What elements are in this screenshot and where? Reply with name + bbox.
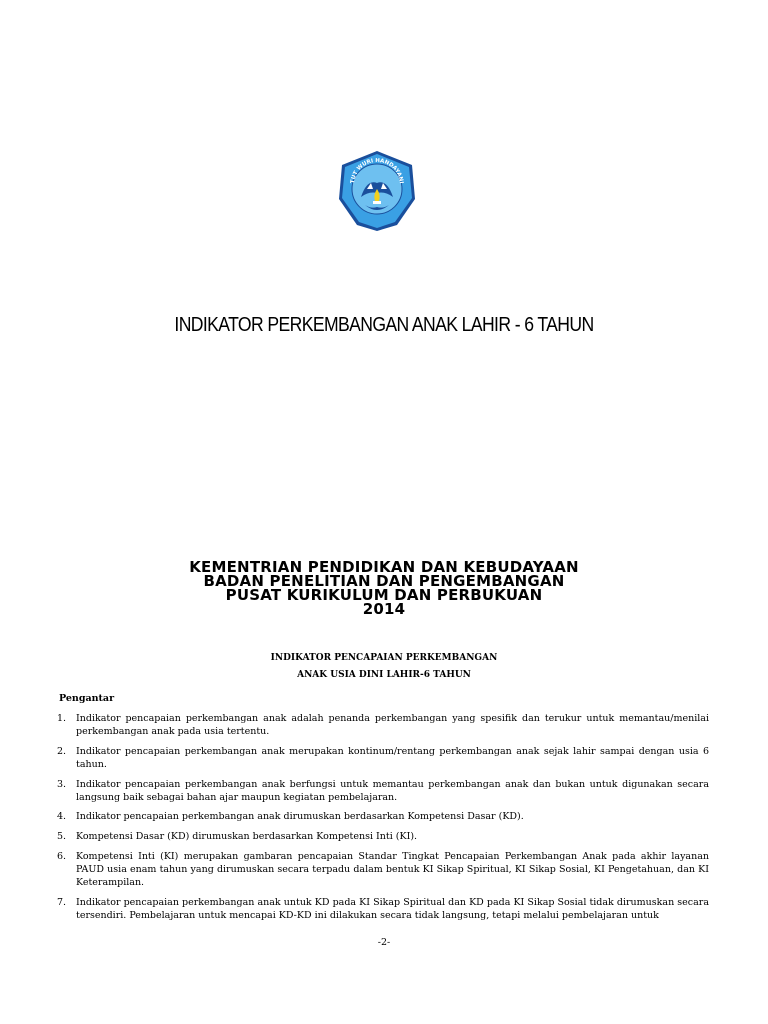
list-item	[57, 712, 709, 738]
list-item-text: Kompetensi Inti (KI) merupakan gambaran pencapaian Standar Tingkat Pencapaian Perkembangan Anak pada akhir layanan PAUD usia enam tahun yang dirumuskan secara terpadu dalam bentuk KI Sikap Spiritual, KI Sikap Sosial, KI Pengetahuan, dan KI Keterampilan.	[76, 850, 709, 888]
list-item-text: Indikator pencapaian perkembangan anak adalah penanda perkembangan yang spesifik dan terukur untuk memantau/menilai perkembangan anak pada usia tertentu.	[76, 713, 709, 737]
list-item-text: Indikator pencapaian perkembangan anak berfungsi untuk memantau perkembangan anak dan bukan untuk digunakan secara langsung baik sebagai bahan ajar maupun kegiatan pembelajaran.	[76, 778, 709, 803]
publisher-center: PUSAT KURIKULUM DAN PERBUKUAN	[225, 586, 543, 604]
publisher-year: 2014	[362, 600, 406, 618]
logo-motto: TUT WURI HANDAYANI	[350, 157, 404, 184]
list-item-text: Indikator pencapaian perkembangan anak dirumuskan berdasarkan Kompetensi Dasar (KD).	[76, 811, 524, 823]
publisher-agency: BADAN PENELITIAN DAN PENGEMBANGAN	[203, 572, 565, 590]
list-item	[57, 778, 709, 804]
introduction-list	[57, 712, 709, 929]
list-item-number: 6.	[57, 850, 67, 862]
section-title-line2: ANAK USIA DINI LAHIR-6 TAHUN	[297, 670, 471, 680]
list-item-number: 5.	[57, 831, 67, 843]
document-title: INDIKATOR PERKEMBANGAN ANAK LAHIR - 6 TAHUN	[174, 314, 594, 336]
list-item-number: 7.	[57, 896, 67, 908]
list-item-text: Indikator pencapaian perkembangan anak merupakan kontinum/rentang perkembangan anak sejak lahir sampai dengan usia 6 tahun.	[76, 745, 709, 770]
section-title	[0, 650, 768, 684]
tut-wuri-handayani-logo	[337, 149, 417, 233]
publisher-block	[0, 560, 768, 616]
list-item-text: Kompetensi Dasar (KD) dirumuskan berdasarkan Kompetensi Inti (KI).	[76, 831, 418, 843]
page-number: -2-	[377, 937, 391, 948]
list-item	[57, 896, 709, 922]
section-heading: Pengantar	[59, 693, 115, 704]
section-title-line1: INDIKATOR PENCAPAIAN PERKEMBANGAN	[270, 653, 498, 663]
list-item	[57, 850, 709, 889]
list-item-number: 2.	[57, 745, 67, 757]
list-item-number: 1.	[57, 713, 67, 724]
list-item	[57, 810, 709, 823]
publisher-ministry: KEMENTRIAN PENDIDIKAN DAN KEBUDAYAAN	[189, 558, 579, 576]
list-item-number: 3.	[57, 778, 67, 790]
list-item-text: Indikator pencapaian perkembangan anak untuk KD pada KI Sikap Spiritual dan KD pada KI Sikap Sosial tidak dirumuskan secara tersendiri. Pembelajaran untuk mencapai KD-KD ini dilakukan secara tidak langsung, tetapi melalui pembelajaran untuk	[76, 896, 709, 921]
list-item-number: 4.	[57, 811, 67, 823]
list-item	[57, 745, 709, 771]
list-item	[57, 830, 709, 843]
